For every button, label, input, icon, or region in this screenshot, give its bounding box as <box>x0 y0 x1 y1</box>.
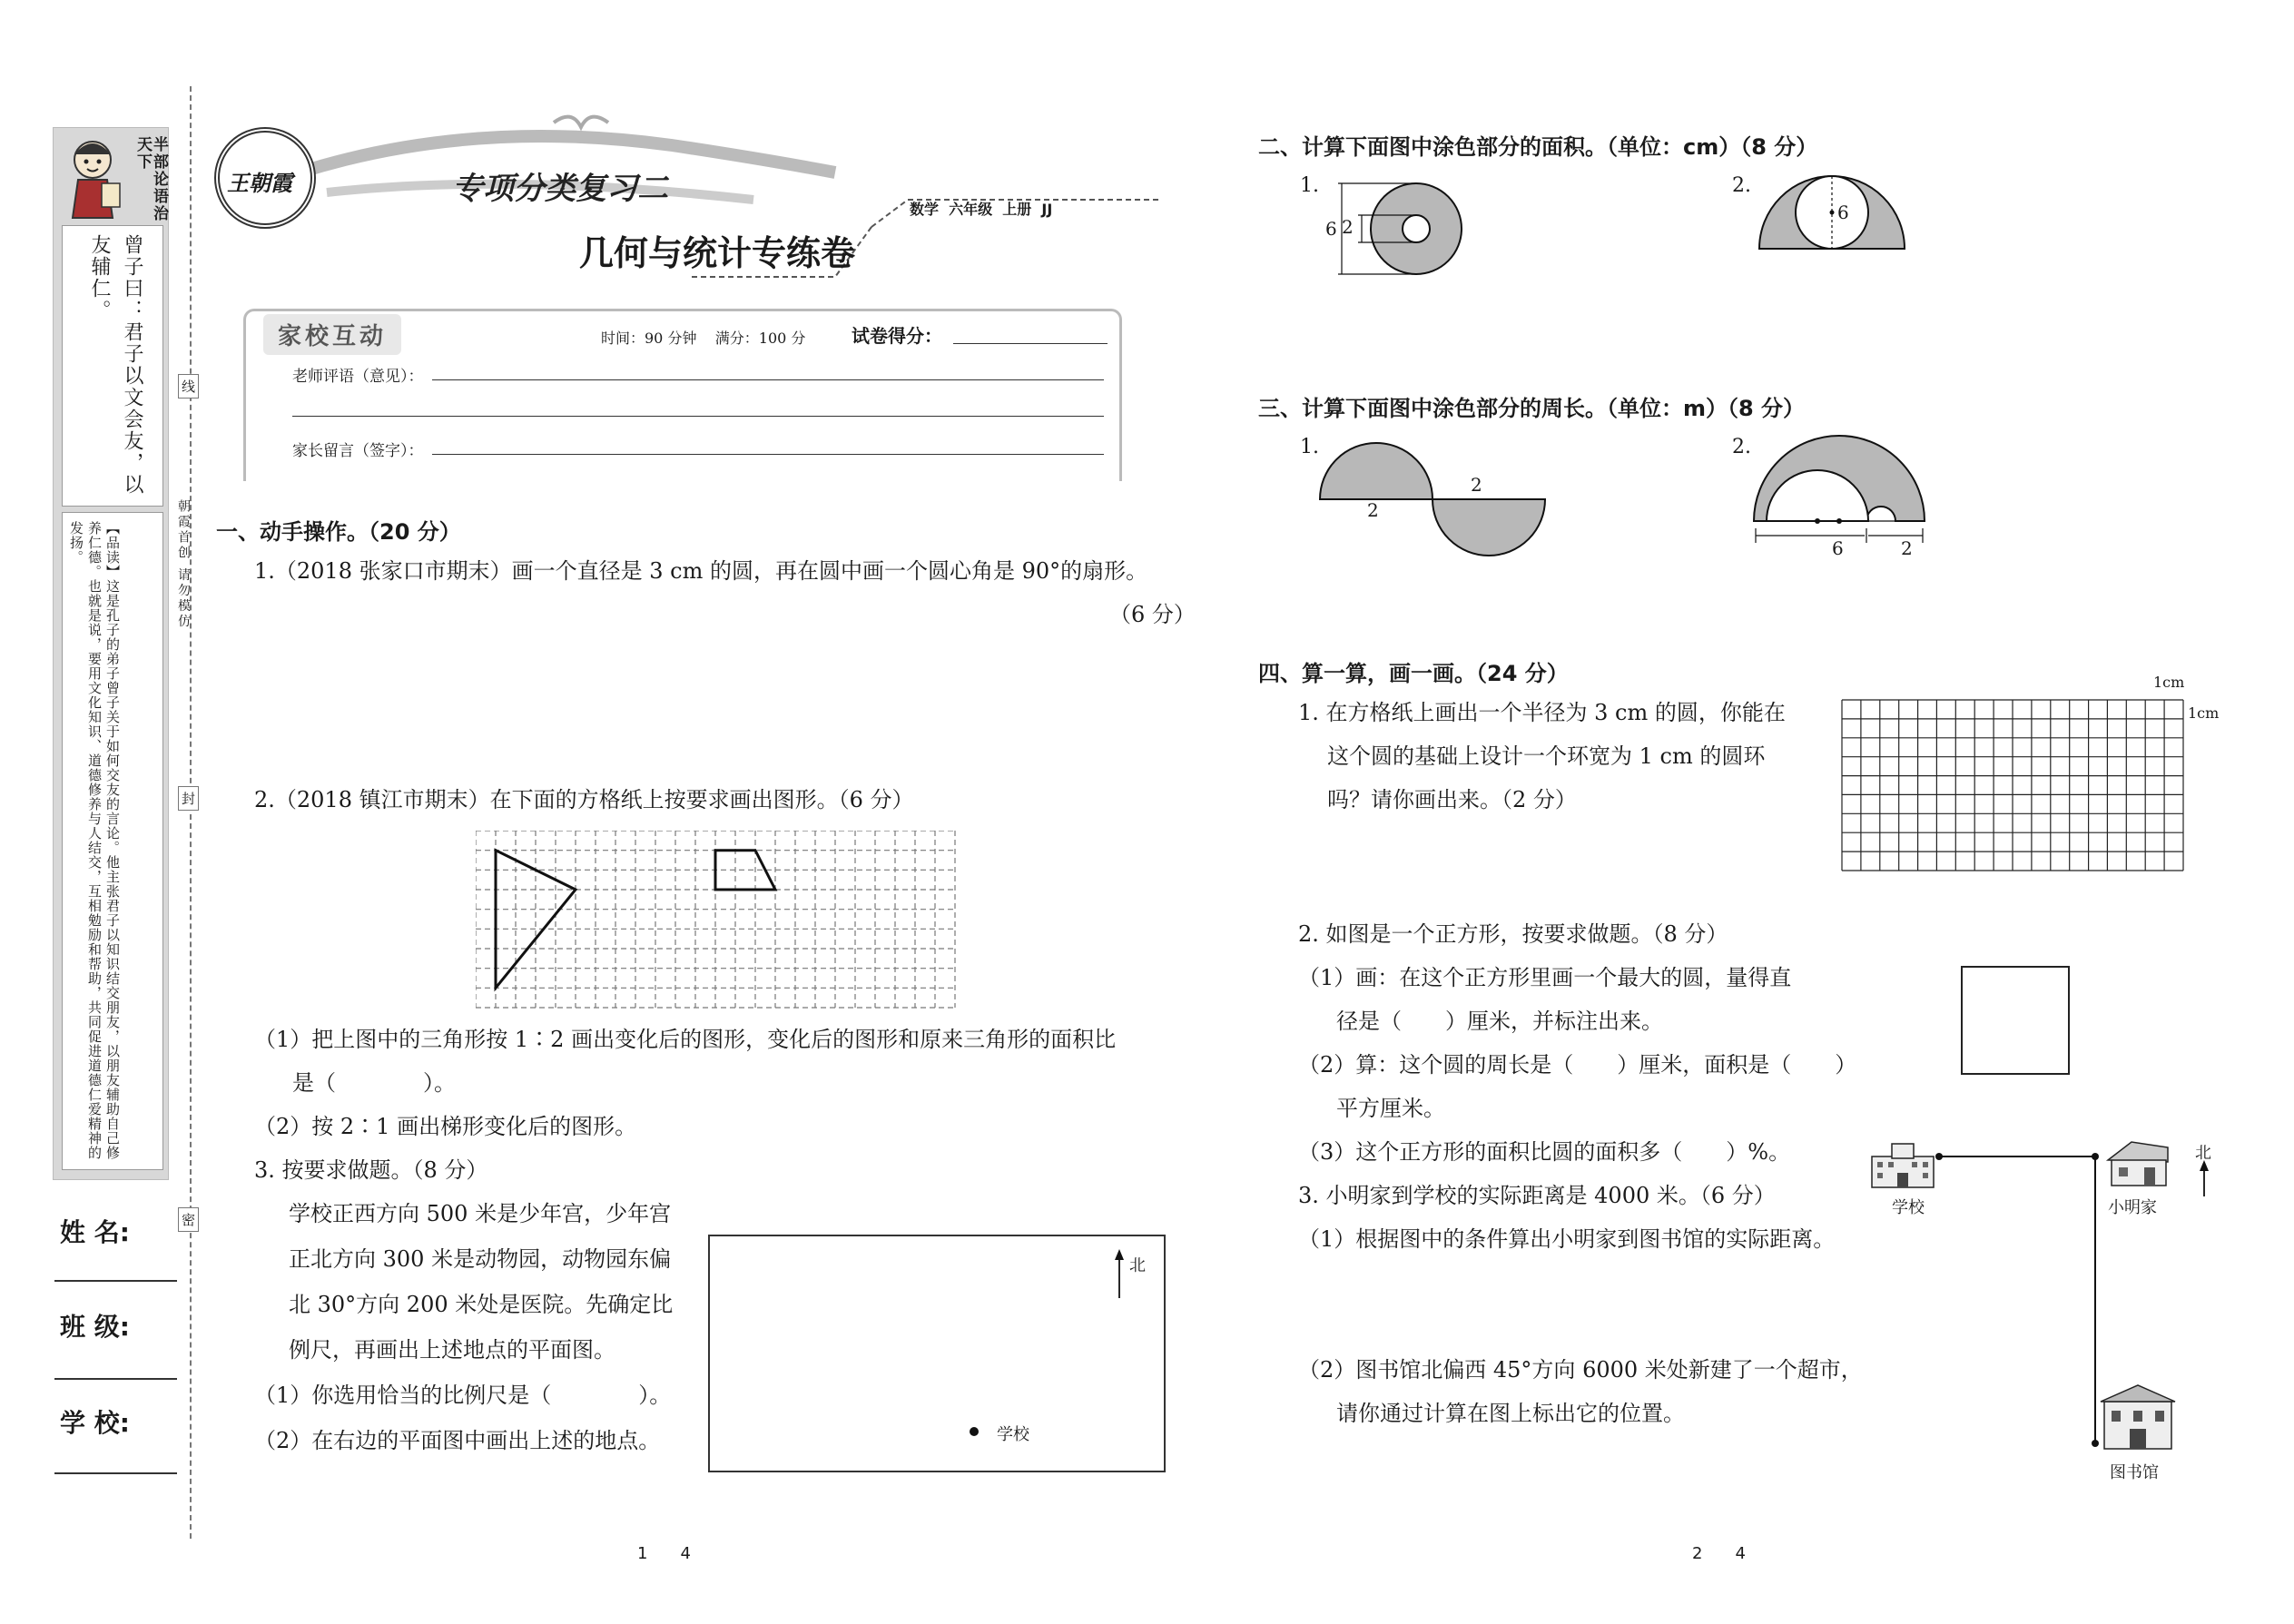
route-map-library: 图书馆 <box>2110 1463 2159 1482</box>
route-map-school: 学校 <box>1892 1198 1925 1217</box>
plan-map-school: 学校 <box>997 1425 1029 1444</box>
page-number-right: 2 4 <box>1692 1544 1746 1563</box>
sec4-q3-2b: 请你通过计算在图上标出它的位置。 <box>1336 1401 1685 1426</box>
sec3-fig2-big: 6 <box>1832 537 1844 559</box>
name-field[interactable] <box>54 1280 177 1282</box>
binding-mark-seal: 封 <box>178 786 199 811</box>
course-meta: 数学 六年级 上册 JJ <box>910 201 1053 218</box>
sec4-q1-line1: 1. 在方格纸上画出一个半径为 3 cm 的圆，你能在 <box>1298 700 1786 725</box>
left-q1-score: （6 分） <box>1109 602 1196 627</box>
sidebar-banner-title: 半部论语治天下 <box>133 136 168 222</box>
mascot-icon <box>58 133 129 220</box>
sec4-q3: 3. 小明家到学校的实际距离是 4000 米。（6 分） <box>1298 1183 1776 1208</box>
subtitle: 专项分类复习二 <box>452 171 668 207</box>
shape-grid <box>476 831 957 1009</box>
grid-unit-top: 1cm <box>2153 674 2185 691</box>
copyright-notice: 朝霞首创 请勿模仿 <box>176 499 191 630</box>
sec4-q2: 2. 如图是一个正方形，按要求做题。（8 分） <box>1298 921 1728 947</box>
library-icon <box>2099 1382 2177 1451</box>
route-map-home: 小明家 <box>2108 1198 2157 1217</box>
class-label: 班 级: <box>60 1312 130 1342</box>
teacher-comment-label: 老师评语（意见）： <box>292 368 424 386</box>
sec4-q2-2b: 平方厘米。 <box>1336 1096 1445 1121</box>
page-number-left: 1 4 <box>637 1544 691 1563</box>
binding-mark-secret: 密 <box>178 1207 199 1232</box>
sec4-q1-line2: 这个圆的基础上设计一个环宽为 1 cm 的圆环 <box>1327 743 1766 769</box>
sec4-q2-3: （3）这个正方形的面积比圆的面积多（ ）%。 <box>1298 1139 1791 1165</box>
square-figure[interactable] <box>1961 966 2070 1075</box>
section3-heading: 三、计算下面图中涂色部分的周长。（单位：m）（8 分） <box>1258 396 1806 421</box>
school-field[interactable] <box>54 1472 177 1474</box>
left-q3-1: （1）你选用恰当的比例尺是（ ）。 <box>254 1383 672 1408</box>
sec3-fig1-num: 1. <box>1300 436 1319 458</box>
sec3-fig2-num: 2. <box>1732 436 1751 458</box>
sec2-fig2-num: 2. <box>1732 174 1751 197</box>
sec4-q3-1: （1）根据图中的条件算出小明家到图书馆的实际距离。 <box>1298 1226 1836 1252</box>
home-icon <box>2104 1138 2171 1187</box>
time-score: 时间：90 分钟 满分：100 分 <box>601 330 806 347</box>
sidebar-commentary: 【品读】这是孔子的弟子曾子关于如何交友的言论。他主张君子以知识结交朋友，以朋友辅助自己修养仁德。也就是说，要用文化知识、道德修养与人结交，互相勉励和帮助，共同促进道德仁爱精神的发扬。 <box>68 521 121 1160</box>
sec3-fig1-left: 2 <box>1367 499 1379 521</box>
left-q2-1a: （1）把上图中的三角形按 1∶2 画出变化后的图形，变化后的图形和原来三角形的面积比 <box>254 1027 1117 1052</box>
school-building-icon <box>1868 1138 1937 1189</box>
sidebar-quote-line1: 曾子曰：君子以文会友，以 <box>121 234 143 496</box>
section1-heading: 一、动手操作。（20 分） <box>216 519 461 545</box>
left-q3-2: （2）在右边的平面图中画出上述的地点。 <box>254 1428 661 1453</box>
sec2-fig1-num: 1. <box>1300 174 1319 197</box>
interaction-badge: 家校互动 <box>263 314 401 355</box>
sec4-q2-1b: 径是（ ）厘米，并标注出来。 <box>1336 1009 1663 1034</box>
teacher-comment-field[interactable] <box>432 379 1104 380</box>
binding-mark-line: 线 <box>178 374 199 399</box>
section4-heading: 四、算一算，画一画。（24 分） <box>1258 661 1569 686</box>
section2-heading: 二、计算下面图中涂色部分的面积。（单位：cm）（8 分） <box>1258 134 1818 160</box>
name-label: 姓 名: <box>60 1217 130 1247</box>
school-dot <box>970 1427 979 1436</box>
page-title: 几何与统计专练卷 <box>579 233 856 273</box>
left-q2-2: （2）按 2∶1 画出梯形变化后的图形。 <box>254 1114 637 1139</box>
left-q2-1b: 是（ ）。 <box>292 1070 456 1096</box>
sec2-fig1-outer: 6 <box>1325 218 1337 240</box>
route-map-north: 北 <box>2195 1144 2211 1163</box>
sec3-fig2-small: 2 <box>1901 537 1913 559</box>
score-field[interactable] <box>953 343 1108 344</box>
brand-name: 王朝霞 <box>227 171 292 196</box>
left-q3-text-2: 正北方向 300 米是动物园，动物园东偏 <box>289 1246 672 1272</box>
sec2-fig2-semicircle <box>1752 172 1912 254</box>
left-q1: 1.（2018 张家口市期末）画一个直径是 3 cm 的圆，再在圆中画一个圆心角是 90°的扇形。 <box>254 558 1148 584</box>
sec3-fig1-right: 2 <box>1471 474 1482 496</box>
sec2-fig1-ring <box>1314 178 1478 280</box>
sec2-fig1-inner: 2 <box>1342 216 1354 238</box>
left-q3-text-3: 北 30°方向 200 米处是医院。先确定比 <box>289 1292 674 1317</box>
grid-unit-right: 1cm <box>2188 704 2220 722</box>
square-grid[interactable] <box>1841 699 2184 871</box>
left-q2: 2.（2018 镇江市期末）在下面的方格纸上按要求画出图形。（6 分） <box>254 787 914 812</box>
sec4-q1-line3: 吗？请你画出来。（2 分） <box>1327 787 1577 812</box>
north-arrow-icon <box>1113 1249 1126 1298</box>
sec4-q2-1a: （1）画：在这个正方形里画一个最大的圆，量得直 <box>1298 965 1792 990</box>
sec2-fig2-label: 6 <box>1837 202 1849 223</box>
parent-message-label: 家长留言（签字）： <box>292 442 424 460</box>
teacher-comment-field-2[interactable] <box>292 416 1104 417</box>
score-label: 试卷得分： <box>852 325 942 347</box>
plan-map-north: 北 <box>1129 1256 1146 1275</box>
left-q3: 3. 按要求做题。（8 分） <box>254 1157 488 1183</box>
sec3-fig1-semicircles <box>1316 441 1552 559</box>
sidebar-quote-line2: 友辅仁。 <box>88 234 111 321</box>
sec4-q2-2a: （2）算：这个圆的周长是（ ）厘米，面积是（ ） <box>1298 1052 1857 1078</box>
parent-message-field[interactable] <box>432 454 1104 455</box>
left-q3-text-4: 例尺，再画出上述地点的平面图。 <box>289 1337 615 1363</box>
route-map <box>1861 1135 2233 1516</box>
plan-map-box[interactable] <box>708 1235 1166 1472</box>
sec4-q3-2a: （2）图书馆北偏西 45°方向 6000 米处新建了一个超市， <box>1298 1357 1863 1383</box>
school-label: 学 校: <box>60 1408 130 1438</box>
fold-line <box>190 86 192 1539</box>
class-field[interactable] <box>54 1378 177 1380</box>
left-q3-text-1: 学校正西方向 500 米是少年宫，少年宫 <box>289 1201 672 1226</box>
